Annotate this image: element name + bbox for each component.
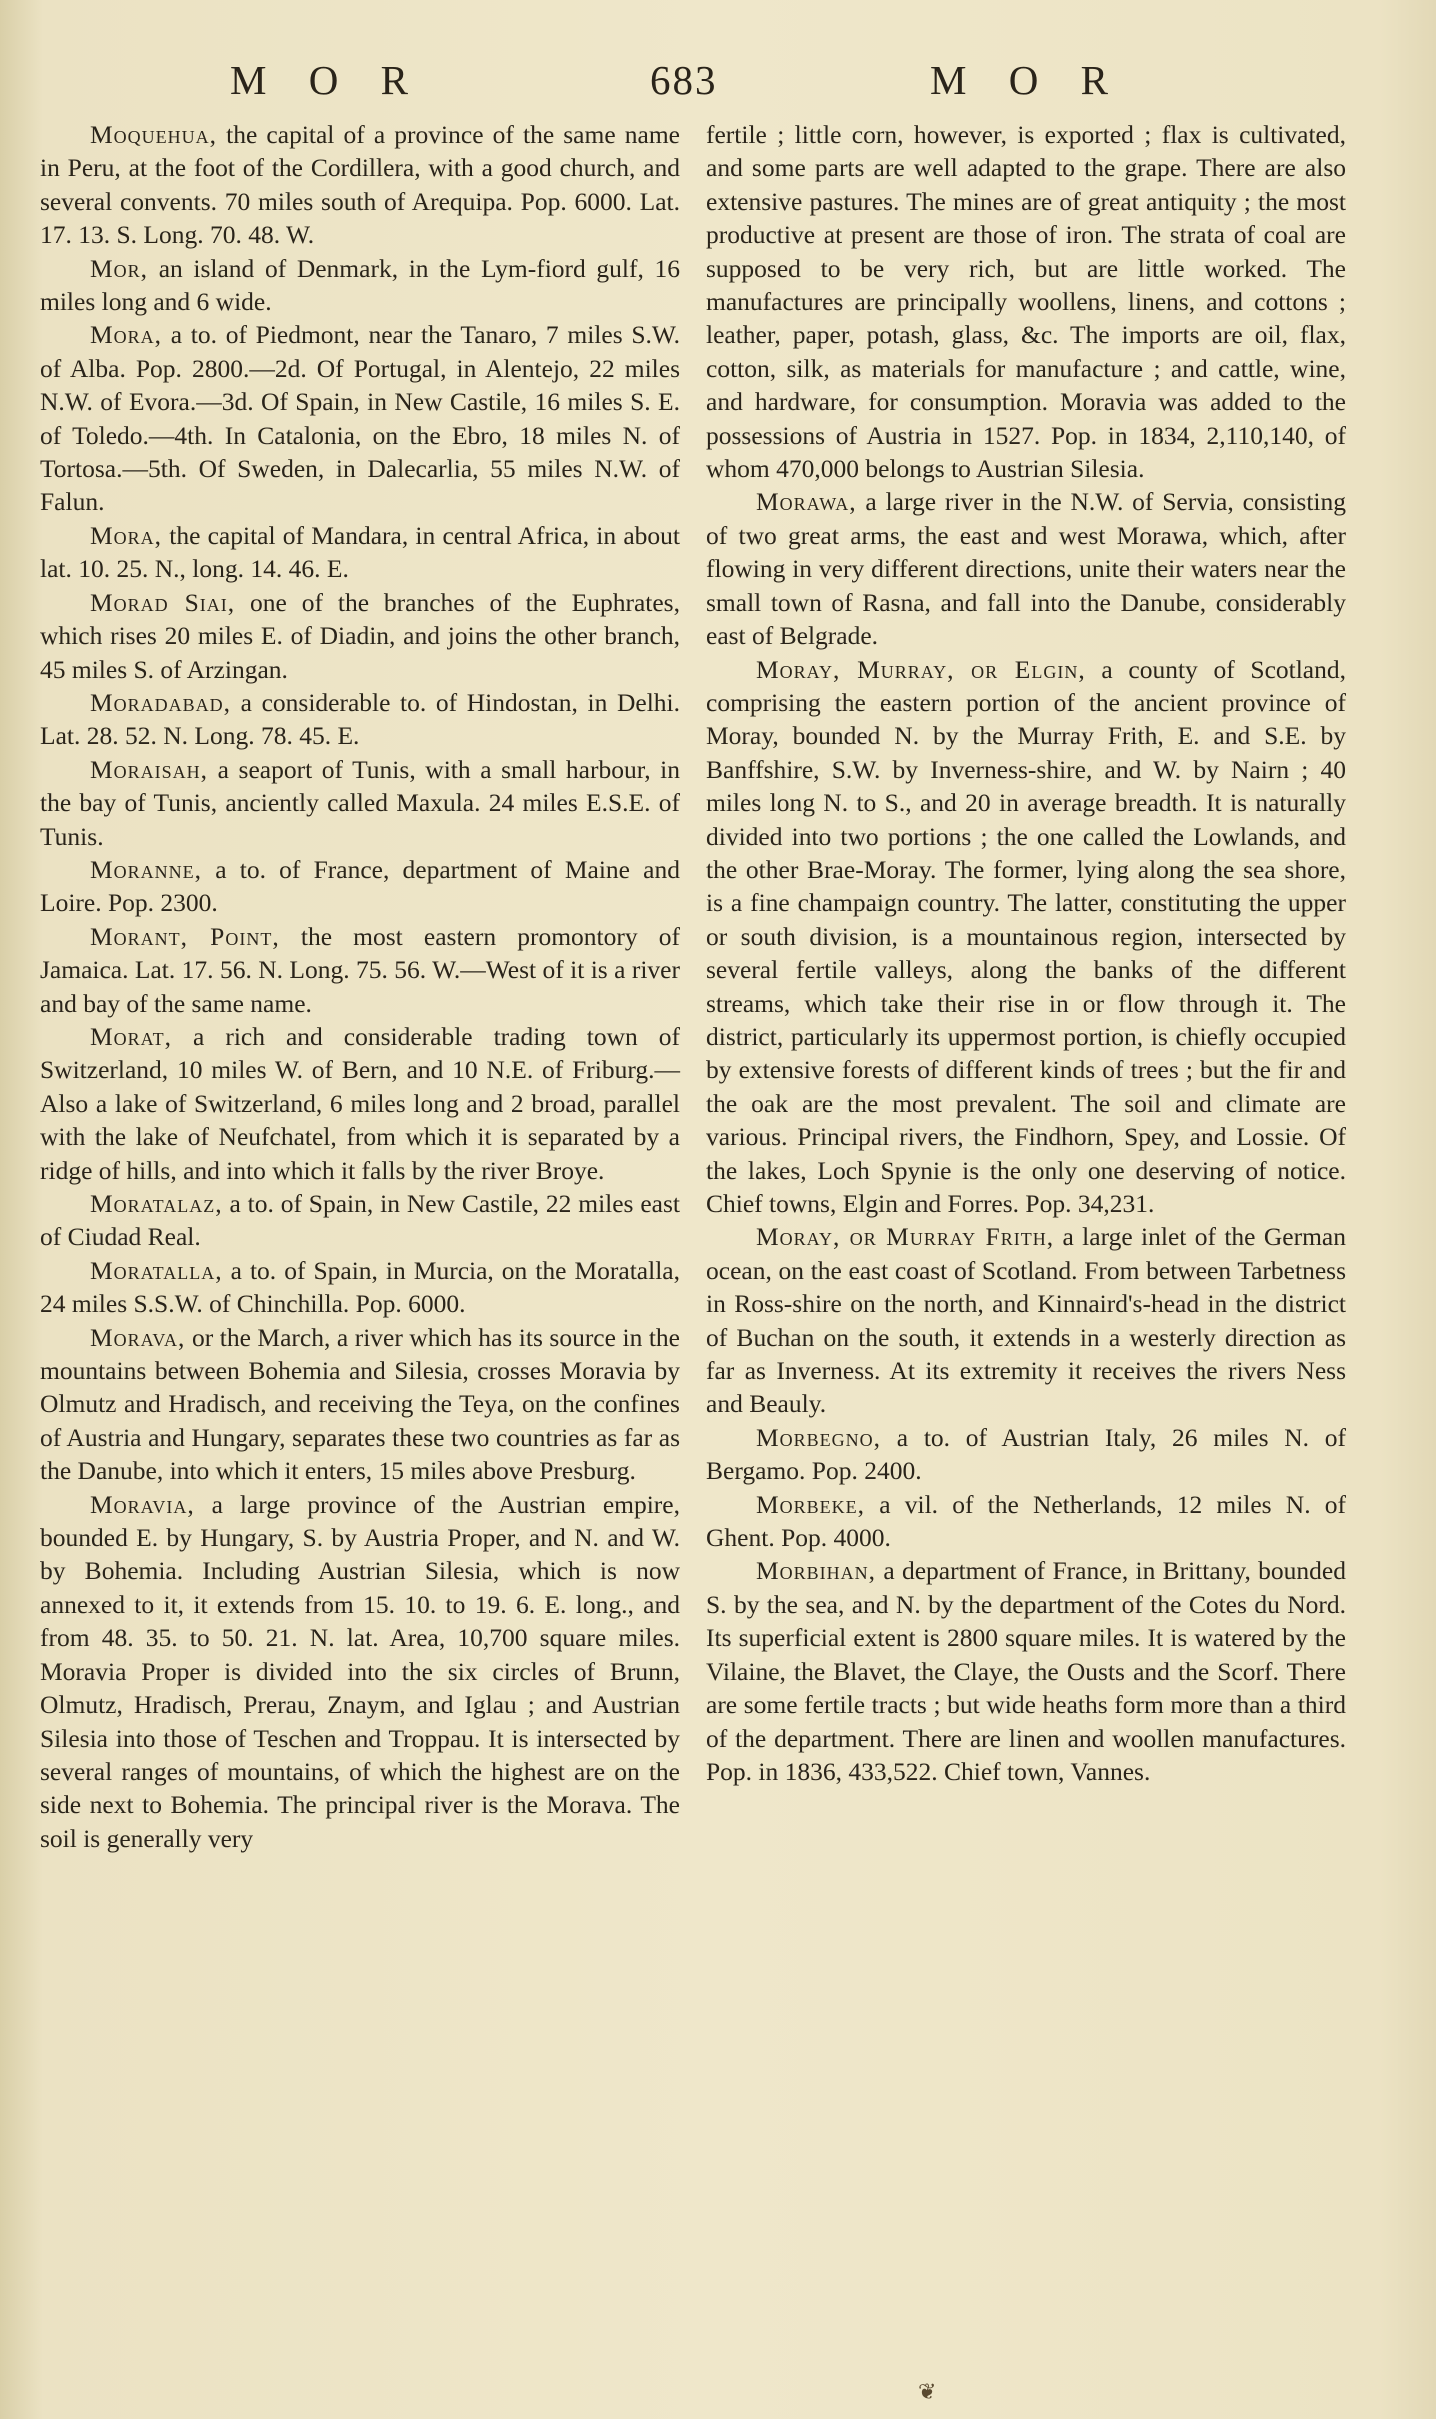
entry-text: the capital of a province of the same name in Peru, at the foot of the Cordillera, with a good church, and several convents. 70 miles south of Arequipa. Pop. 6000. Lat. 17. 13. S. Long. 70. 48. W.: [40, 120, 680, 250]
headword: Mora,: [90, 320, 163, 350]
entry: [40, 318, 680, 518]
entry: [706, 1488, 1346, 1555]
entry-text: fertile ; little corn, however, is exported ; flax is cultivated, and some parts are well adapted to the grape. There are also extensive pastures. The mines are of great antiquity ; the most productive at present are those of iron. The strata of coal are supposed to be very rich, but are little worked. The manufactures are principally woollens, linens, and cottons ; leather, paper, potash, glass, &c. The imports are oil, flax, cotton, silk, as materials for manufacture ; and cattle, wine, and hardware, for consumption. Moravia was added to the possessions of Austria in 1527. Pop. in 1834, 2,110,140, of whom 470,000 belongs to Austrian Silesia.: [706, 120, 1346, 484]
entry-text: the most eastern promontory of Jamaica. Lat. 17. 56. N. Long. 75. 56. W.—West of it is a river and bay of the same name.: [40, 921, 680, 1018]
header-right-guide: M O R: [930, 57, 1124, 103]
entry: [40, 252, 680, 319]
entry-text: a department of France, in Brittany, bounded S. by the sea, and N. by the department of the Cotes du Nord. Its superficial extent is 2800 square miles. It is watered by the Vilaine, the Blavet, the Claye, the Ousts and the Scorf. There are some fertile tracts ; but wide heaths form more than a third of the department. There are linen and woollen manufactures. Pop. in 1836, 433,522. Chief town, Vannes.: [706, 1556, 1346, 1786]
entry-text: a considerable to. of Hindostan, in Delhi. Lat. 28. 52. N. Long. 78. 45. E.: [40, 687, 680, 751]
entry-text: a to. of Spain, in Murcia, on the Moratalla, 24 miles S.S.W. of Chinchilla. Pop. 6000.: [40, 1255, 680, 1319]
entry-text: a seaport of Tunis, with a small harbour, in the bay of Tunis, anciently called Maxula. 24 miles E.S.E. of Tunis.: [40, 754, 680, 851]
entry: [706, 1220, 1346, 1420]
signature-mark-icon: ❦: [918, 2380, 937, 2405]
entry-text: a to. of Austrian Italy, 26 miles N. of Bergamo. Pop. 2400.: [706, 1422, 1346, 1486]
entry: [40, 118, 680, 252]
entry: [706, 485, 1346, 652]
headword: Morad Siai,: [90, 587, 236, 617]
entry-text: an island of Denmark, in the Lym-fiord gulf, 16 miles long and 6 wide.: [40, 253, 680, 317]
headword: Morawa,: [756, 487, 857, 517]
entry: [40, 686, 680, 753]
header-left-guide: M O R: [230, 57, 424, 103]
entry: [40, 1020, 680, 1187]
headword: Moradabad,: [90, 687, 232, 717]
entry: [40, 1488, 680, 1855]
entry: [40, 1254, 680, 1321]
entry: [40, 586, 680, 686]
entry: [40, 1321, 680, 1488]
headword: Moranne,: [90, 854, 203, 884]
entry-text: a large river in the N.W. of Servia, consisting of two great arms, the east and west Morawa, which, after flowing in very different directions, unite their waters near the small town of Rasna, and fall into the Danube, considerably east of Belgrade.: [706, 487, 1346, 651]
entry-text: the capital of Mandara, in central Africa, in about lat. 10. 25. N., long. 14. 46. E.: [40, 520, 680, 584]
entry: [40, 753, 680, 853]
entry: [40, 920, 680, 1020]
headword: Moraisah,: [90, 754, 209, 784]
entry-text: one of the branches of the Euphrates, which rises 20 miles E. of Diadin, and joins the other branch, 45 miles S. of Arzingan.: [40, 587, 680, 684]
headword: Moray, or Murray Frith,: [756, 1222, 1055, 1252]
headword: Morant, Point,: [90, 921, 280, 951]
headword: Mora,: [90, 520, 163, 550]
headword: Moravia,: [90, 1489, 195, 1519]
entry-continued: [706, 118, 1346, 485]
headword: Morbegno,: [756, 1422, 882, 1452]
entry-text: or the March, a river which has its source in the mountains between Bohemia and Silesia, crosses Moravia by Olmutz and Hradisch, and receiving the Teya, on the confines of Austria and Hungary, separates these two countries as far as the Danube, into which it enters, 15 miles above Presburg.: [40, 1322, 680, 1486]
entry: [706, 1554, 1346, 1788]
headword: Morava,: [90, 1322, 186, 1352]
page-number: 683: [650, 57, 718, 103]
headword: Morat,: [90, 1021, 173, 1051]
entry: [40, 853, 680, 920]
headword: Moratalaz,: [90, 1189, 223, 1218]
entry: [40, 1187, 680, 1254]
headword: Morbihan,: [756, 1556, 877, 1586]
headword: Moquehua,: [90, 120, 218, 149]
entry-text: a large province of the Austrian empire, bounded E. by Hungary, S. by Austria Proper, and N. and W. by Bohemia. Including Austrian Silesia, which is now annexed to it, it extends from 15. 10. to 19. 6. E. long., and from 48. 35. to 50. 21. N. lat. Area, 10,700 square miles. Moravia Proper is divided into the six circles of Brunn, Olmutz, Hradisch, Prerau, Znaym, and Iglau ; and Austrian Silesia into those of Teschen and Troppau. It is intersected by several ranges of mountains, of which the highest are on the side next to Bohemia. The principal river is the Morava. The soil is generally very: [40, 1489, 680, 1853]
headword: Moray, Murray, or Elgin,: [756, 654, 1086, 684]
right-column: [706, 118, 1346, 1788]
entry-text: a to. of Spain, in New Castile, 22 miles east of Ciudad Real.: [40, 1189, 680, 1252]
entry-text: a to. of Piedmont, near the Tanaro, 7 miles S.W. of Alba. Pop. 2800.—2d. Of Portugal, in Alentejo, 22 miles N.W. of Evora.—3d. Of Spain, in New Castile, 16 miles S. E. of Toledo.—4th. In Catalonia, on the Ebro, 18 miles N. of Tortosa.—5th. Of Sweden, in Dalecarlia, 55 miles N.W. of Falun.: [40, 320, 680, 517]
headword: Morbeke,: [756, 1489, 866, 1519]
entry: [706, 653, 1346, 1221]
headword: Moratalla,: [90, 1255, 223, 1285]
entry-text: a large inlet of the German ocean, on the east coast of Scotland. From between Tarbetness in Ross-shire on the north, and Kinnaird's-head in the district of Buchan on the south, it extends in a westerly direction as far as Inverness. At its extremity it receives the rivers Ness and Beauly.: [706, 1222, 1346, 1419]
entry-text: a to. of France, department of Maine and Loire. Pop. 2300.: [40, 854, 680, 918]
entry-text: a county of Scotland, comprising the eastern portion of the ancient province of Moray, bounded N. by the Murray Frith, E. and S.E. by Banffshire, S.W. by Inverness-shire, and W. by Nairn ; 40 miles long N. to S., and 20 in average breadth. It is naturally divided into two portions ; the one called the Lowlands, and the other Brae-Moray. The former, lying along the sea shore, is a fine champaign country. The latter, constituting the upper or south division, is a mountainous region, intersected by several fertile valleys, along the banks of the different streams, which take their rise in or flow through it. The district, particularly its uppermost portion, is chiefly occupied by extensive forests of different kinds of trees ; but the fir and the oak are the most prevalent. The soil and climate are various. Principal rivers, the Findhorn, Spey, and Lossie. Of the lakes, Loch Spynie is the only one deserving of notice. Chief towns, Elgin and Forres. Pop. 34,231.: [706, 654, 1346, 1218]
headword: Mor,: [90, 253, 149, 283]
entry-text: a vil. of the Netherlands, 12 miles N. of Ghent. Pop. 4000.: [706, 1489, 1346, 1553]
left-column: [40, 118, 680, 1855]
entry: [706, 1421, 1346, 1488]
entry-text: a rich and considerable trading town of Switzerland, 10 miles W. of Bern, and 10 N.E. of Friburg.—Also a lake of Switzerland, 6 miles long and 2 broad, parallel with the lake of Neufchatel, from which it is separated by a ridge of hills, and into which it falls by the river Broye.: [40, 1021, 680, 1185]
entry: [40, 519, 680, 586]
running-header: [230, 56, 1130, 116]
